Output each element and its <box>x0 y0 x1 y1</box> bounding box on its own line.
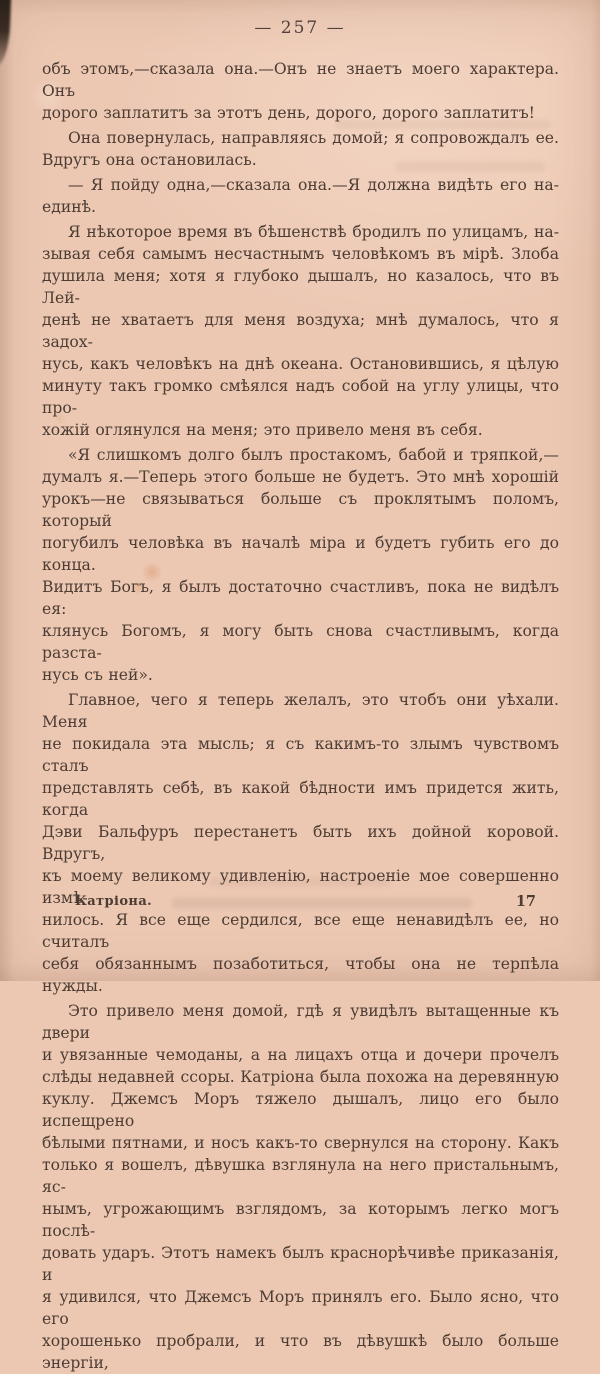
text-line: погубилъ человѣка въ началѣ міра и будетъ губить его до конца. <box>42 534 559 574</box>
text-line: слѣды недавней ссоры. Катріона была похожа на деревянную <box>42 1068 559 1086</box>
text-line: «Я слишкомъ долго былъ простакомъ, бабой и тряпкой,— <box>68 446 559 464</box>
text-line: Я нѣкоторое время въ бѣшенствѣ бродилъ по улицамъ, на- <box>68 223 559 241</box>
text-line: урокъ—не связываться больше съ проклятымъ поломъ, который <box>42 490 559 530</box>
text-line: я удивился, что Джемсъ Моръ принялъ его. Было ясно, что его <box>42 1288 559 1328</box>
text-line: объ этомъ,—сказала она.—Онъ не знаетъ моего характера. Онъ <box>42 60 559 100</box>
text-line: и увязанные чемоданы, а на лицахъ отца и дочери прочелъ <box>42 1046 559 1064</box>
text-line: Главное, чего я теперь желалъ, это чтобъ они уѣхали. Меня <box>42 691 559 731</box>
text-line: хожій оглянулся на меня; это привело меня въ себя. <box>42 421 483 439</box>
text-line: только я вошелъ, дѣвушка взглянула на него пристальнымъ, яс- <box>42 1156 559 1196</box>
text-line: не покидала эта мысль; я съ какимъ-то злымъ чувствомъ сталъ <box>42 735 559 775</box>
text-line: Это привело меня домой, гдѣ я увидѣлъ вытащенные къ двери <box>42 1002 559 1042</box>
text-line: думалъ я.—Теперь этого больше не будетъ. Это мнѣ хорошій <box>42 468 559 486</box>
text-line: Вдругъ она остановилась. <box>42 151 257 169</box>
text-line: Она повернулась, направляясь домой; я сопровождалъ ее. <box>68 129 559 147</box>
text-line: нусь, какъ человѣкъ на днѣ океана. Остановившись, я цѣлую <box>42 355 559 373</box>
page-number-header: — 257 — <box>254 18 346 38</box>
text-line: минуту такъ громко смѣялся надъ собой на углу улицы, что про- <box>42 377 559 417</box>
text-line: представлять себѣ, въ какой бѣдности имъ придется жить, когда <box>42 779 559 819</box>
text-line: зывая себя самымъ несчастнымъ человѣкомъ въ мірѣ. Злоба <box>42 245 559 263</box>
text-line: Видитъ Богъ, я былъ достаточно счастливъ, пока не видѣлъ ея: <box>42 578 559 618</box>
page-text <box>42 58 559 1374</box>
text-line: дорого заплатитъ за этотъ день, дорого, дорого заплатитъ! <box>42 104 535 122</box>
text-line: — Я пойду одна,—сказала она.—Я должна видѣть его на- <box>68 176 559 194</box>
text-line: душила меня; хотя я глубоко дышалъ, но казалось, что въ Лей- <box>42 267 559 307</box>
text-line: бѣлыми пятнами, и носъ какъ-то свернулся на сторону. Какъ <box>42 1134 559 1152</box>
text-line: нымъ, угрожающимъ взглядомъ, за которымъ легко могъ послѣ- <box>42 1200 559 1240</box>
text-line: единѣ. <box>42 198 96 216</box>
text-line: къ моему великому удивленію, настроеніе мое совершенно измѣ- <box>42 867 559 907</box>
text-line: себя обязаннымъ позаботиться, чтобы она не терпѣла нужды. <box>42 955 559 995</box>
text-line: хорошенько пробрали, и что въ дѣвушкѣ было больше энергіи, <box>42 1332 559 1372</box>
text-line: нусь съ ней». <box>42 666 153 684</box>
text-line: куклу. Джемсъ Моръ тяжело дышалъ, лицо его было испещрено <box>42 1090 559 1130</box>
text-line: нилось. Я все еще сердился, все еще ненавидѣлъ ее, но считалъ <box>42 911 559 951</box>
text-line: денѣ не хватаетъ для меня воздуха; мнѣ думалось, что я задох- <box>42 311 559 351</box>
text-line: Дэви Бальфуръ перестанетъ быть ихъ дойной коровой. Вдругъ, <box>42 823 559 863</box>
text-line: довать ударъ. Этотъ намекъ былъ краснорѣчивѣе приказанія, и <box>42 1244 559 1284</box>
footer-sheet-number: 17 <box>515 893 536 910</box>
page-footer <box>0 894 600 916</box>
footer-signature-title: Катріона. <box>75 894 153 909</box>
text-line: клянусь Богомъ, я могу быть снова счастливымъ, когда разста- <box>42 622 559 662</box>
